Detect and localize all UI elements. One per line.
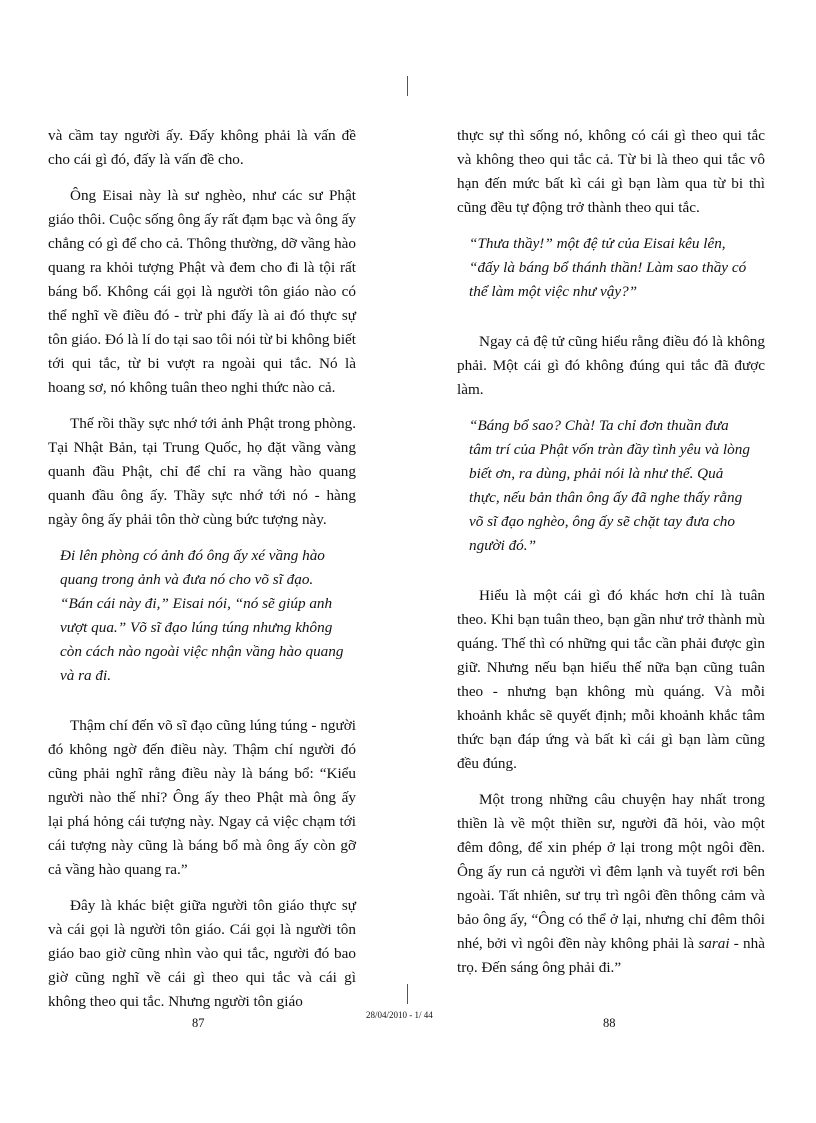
top-divider: [407, 76, 408, 96]
left-paragraph-5: Đây là khác biệt giữa người tôn giáo thực sự và cái gọi là người tôn giáo. Cái gọi là người tôn giáo bao giờ cũng nhìn vào qui tắc, người đó bao giờ cũng nghĩ về cái gì theo qui tắc và cái gì không theo qui tắc. Nhưng người tôn giáo: [48, 897, 356, 1010]
right-paragraph-2: Ngay cả đệ tử cũng hiểu rằng điều đó là không phải. Một cái gì đó không đúng qui tắc đã được làm.: [457, 333, 765, 398]
right-page-number: 88: [603, 1016, 616, 1030]
right-column: [457, 124, 765, 992]
left-paragraph-3: Thế rồi thầy sực nhớ tới ảnh Phật trong phòng. Tại Nhật Bản, tại Trung Quốc, họ đặt vầng vàng quanh đầu Phật, chỉ để chỉ ra vầng hào quang quanh đầu ông ấy. Thầy sực nhớ tới nó - hàng ngày ông ấy phải tôn thờ cùng bức tượng này.: [48, 415, 356, 528]
left-page-number: 87: [192, 1016, 205, 1030]
left-quote: Đi lên phòng có ảnh đó ông ấy xé vầng hào quang trong ảnh và đưa nó cho võ sĩ đạo. “Bán cái này đi,” Eisai nói, “nó sẽ giúp anh vượt qua.” Võ sĩ đạo lúng túng nhưng không còn cách nào ngoài việc nhận vầng hào quang và ra đi.: [60, 547, 344, 684]
sarai-word: sarai: [698, 935, 730, 952]
right-paragraph-4: [457, 788, 765, 980]
print-stamp: 28/04/2010 - 1/ 44: [366, 1010, 433, 1020]
right-paragraph-4-start: Một trong những câu chuyện hay nhất trong thiền là về một thiền sư, người đã hỏi, vào một đêm đông, để xin phép ở lại trong một ngôi đền. Ông ấy run cả người vì đêm lạnh và tuyết rơi bên ngoài. Tất nhiên, sư trụ trì ngôi đền thông cảm và bảo ông ấy, “Ông có thể ở lại, nhưng chỉ đêm thôi nhé, bởi vì ngôi đền này không phải là: [457, 791, 765, 952]
right-paragraph-4-end: - nhà trọ. Đến sáng ông phải đi.”: [457, 935, 765, 976]
left-paragraph-1: và cầm tay người ấy. Đấy không phải là vấn đề cho cái gì đó, đấy là vấn đề cho.: [48, 127, 356, 168]
right-quote-1: “Thưa thầy!” một đệ tử của Eisai kêu lên, “đấy là báng bổ thánh thần! Làm sao thầy có thể làm một việc như vậy?”: [469, 235, 747, 300]
left-column: [48, 124, 356, 1026]
right-quote-2: “Báng bổ sao? Chà! Ta chỉ đơn thuần đưa tâm trí của Phật vốn tràn đầy tình yêu và lòng biết ơn, ra dùng, phải nói là như thế. Quả thực, nếu bản thân ông ấy đã nghe thấy rằng võ sĩ đạo nghèo, ông ấy sẽ chặt tay đưa cho người đó.”: [469, 417, 750, 554]
right-paragraph-1: thực sự thì sống nó, không có cái gì theo qui tắc và không theo qui tắc cả. Từ bi là theo qui tắc vô hạn đến mức bất kì cái gì bạn làm qua từ bi thì cũng đều tự động trở thành theo qui tắc.: [457, 127, 765, 216]
left-paragraph-4: Thậm chí đến võ sĩ đạo cũng lúng túng - người đó không ngờ đến điều này. Thậm chí người đó cũng phải nghĩ rằng điều này là báng bổ: “Kiểu người nào thế nhỉ? Ông ấy theo Phật mà ông ấy lại phá hỏng cái tượng này. Ngay cả việc chạm tới cái tượng này cũng là báng bổ mà ông ấy còn gỡ cả vầng hào quang ra.”: [48, 717, 356, 878]
right-paragraph-3: Hiểu là một cái gì đó khác hơn chỉ là tuân theo. Khi bạn tuân theo, bạn gần như trở thành mù quáng. Thế thì có những qui tắc cần phải được gìn giữ. Nhưng nếu bạn hiểu thế nữa bạn cũng tuân theo - nhưng bạn không mù quáng. Và mỗi khoảnh khắc sẽ quyết định; mỗi khoảnh khắc tâm thức bạn đáp ứng và bất kì cái gì bạn làm cũng đều đúng.: [457, 587, 765, 772]
bottom-divider: [407, 984, 408, 1004]
left-paragraph-2: Ông Eisai này là sư nghèo, như các sư Phật giáo thôi. Cuộc sống ông ấy rất đạm bạc và ông ấy chẳng có gì để cho cả. Thông thường, dỡ vầng hào quang ra khỏi tượng Phật và đem cho đi là tội rất báng bổ. Không cái gọi là người tôn giáo nào có thể nghĩ về điều đó - trừ phi đấy là ai đó thực sự tôn giáo. Đó là lí do tại sao tôi nói từ bi không biết tới qui tắc, từ bi vượt ra ngoài qui tắc. Nó là hoang sơ, nó không tuân theo nghi thức nào cả.: [48, 187, 356, 396]
